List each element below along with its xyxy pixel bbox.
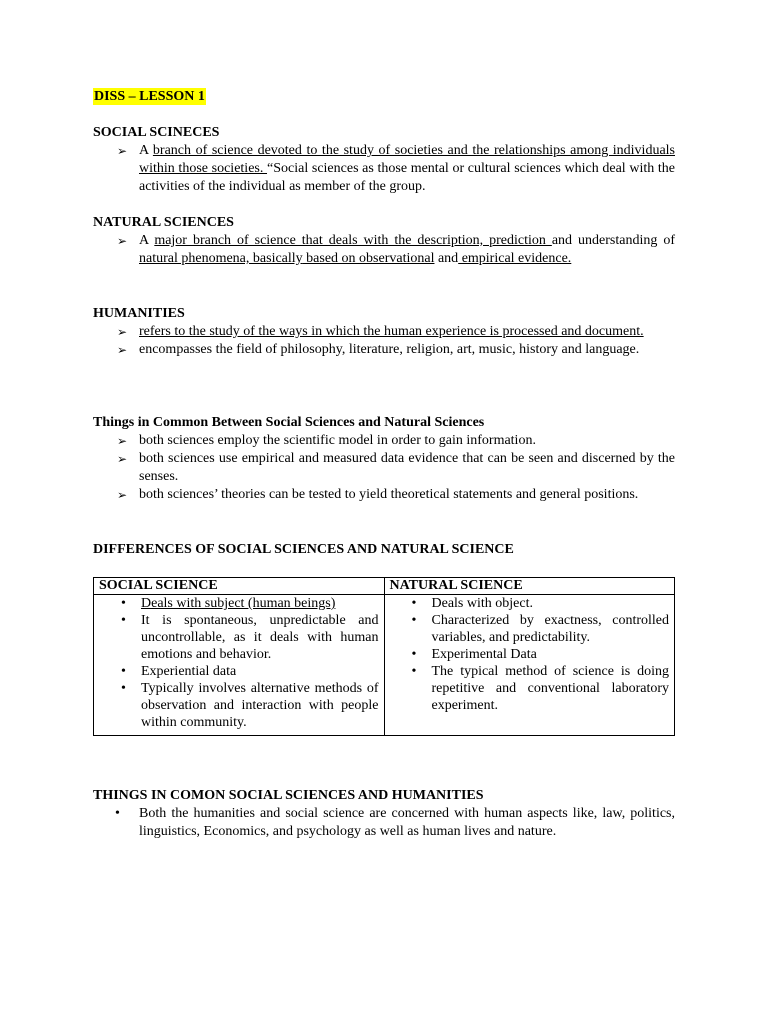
- arrow-bullet-icon: ➢: [117, 234, 128, 248]
- column-header-social-science: SOCIAL SCIENCE: [94, 578, 385, 595]
- list-item: [93, 232, 675, 268]
- list-item: [99, 595, 379, 612]
- list-item-text: Deals with object.: [431, 596, 533, 611]
- list-item: [93, 450, 675, 486]
- list-item: [93, 805, 675, 841]
- list-item-text: both sciences employ the scientific model in order to gain information.: [139, 433, 536, 448]
- natural-sciences-list: [93, 232, 675, 268]
- section-common-social-natural: [93, 414, 675, 504]
- bullet-icon: •: [411, 613, 417, 628]
- list-item: [390, 595, 670, 612]
- underlined-text: based on observational: [302, 251, 435, 266]
- common-social-humanities-list: [93, 805, 675, 841]
- table-header-row: [94, 578, 675, 595]
- heading-differences: DIFFERENCES OF SOCIAL SCIENCES AND NATURAL SCIENCE: [93, 542, 514, 557]
- heading-humanities: HUMANITIES: [93, 306, 185, 321]
- arrow-bullet-icon: ➢: [117, 325, 128, 339]
- arrow-bullet-icon: ➢: [117, 452, 128, 466]
- bullet-icon: •: [411, 664, 417, 679]
- text-fragment: A: [139, 233, 155, 248]
- section-social-sciences: [93, 124, 675, 196]
- list-item: [390, 612, 670, 646]
- list-item-text: encompasses the field of philosophy, literature, religion, art, music, history and language.: [139, 342, 640, 357]
- arrow-bullet-icon: ➢: [117, 434, 128, 448]
- list-item: [93, 323, 675, 341]
- bullet-icon: •: [121, 681, 126, 696]
- text-fragment: “Social sciences as those mental or cultural sciences which deal with the activities of the individual as member of the group.: [139, 161, 675, 194]
- list-item-text: Both the humanities and social science are concerned with human aspects like, law, politics, linguistics, Economics, and psychology as well as human lives and nature.: [139, 806, 675, 839]
- list-item-text: It is spontaneous, unpredictable and uncontrollable, as it deals with human emotions and behavior.: [141, 613, 379, 662]
- humanities-list: [93, 323, 675, 359]
- natural-science-list: [390, 595, 670, 718]
- underlined-text: empirical evidence.: [458, 251, 572, 266]
- heading-social-sciences: SOCIAL SCINECES: [93, 125, 220, 140]
- list-item: [390, 663, 670, 714]
- list-item: [99, 612, 379, 663]
- bullet-icon: •: [411, 596, 417, 611]
- list-item-text: Experiential data: [141, 664, 237, 679]
- social-sciences-list: [93, 142, 675, 196]
- arrow-bullet-icon: ➢: [117, 343, 128, 357]
- list-item: [99, 663, 379, 680]
- document-title: DISS – LESSON 1: [94, 89, 205, 104]
- list-item-text: The typical method of science is doing repetitive and conventional laboratory experiment.: [431, 664, 669, 713]
- section-differences: [93, 541, 675, 559]
- underlined-text: major branch of science that deals with the description, prediction: [154, 233, 552, 248]
- bullet-icon: •: [115, 806, 120, 821]
- bullet-icon: •: [411, 647, 417, 662]
- list-item-text: both sciences use empirical and measured data evidence that can be seen and discerned by the senses.: [139, 451, 675, 484]
- list-item: [93, 341, 675, 359]
- section-common-social-humanities: [93, 787, 675, 841]
- list-item-text: Experimental Data: [431, 647, 537, 662]
- table-row: [94, 595, 675, 736]
- underlined-text: branch of science devoted to the study of societies and the relationships among individuals within those societies.: [139, 143, 675, 176]
- text-fragment: A: [139, 143, 153, 158]
- differences-table: [93, 577, 675, 736]
- text-fragment: and: [434, 251, 459, 266]
- underlined-text: Deals with subject (human beings): [141, 596, 336, 611]
- bullet-icon: •: [121, 596, 126, 611]
- bullet-icon: •: [121, 664, 126, 679]
- social-science-list: [99, 595, 379, 735]
- section-humanities: [93, 305, 675, 359]
- common-social-natural-list: [93, 432, 675, 504]
- heading-common-social-humanities: THINGS IN COMON SOCIAL SCIENCES AND HUMANITIES: [93, 788, 484, 803]
- table-cell-social-science: [94, 595, 385, 736]
- underlined-text: refers to the study of the ways in which the human experience is processed and document.: [139, 324, 644, 339]
- section-natural-sciences: [93, 214, 675, 268]
- list-item-text: Characterized by exactness, controlled variables, and predictability.: [431, 613, 669, 645]
- list-item: [390, 646, 670, 663]
- list-item-text: both sciences’ theories can be tested to yield theoretical statements and general positions.: [139, 487, 639, 502]
- bullet-icon: •: [121, 613, 126, 628]
- underlined-text: natural phenomena, basically: [139, 251, 303, 266]
- list-item: [93, 142, 675, 196]
- list-item: [93, 486, 675, 504]
- list-item: [93, 432, 675, 450]
- column-header-natural-science: NATURAL SCIENCE: [384, 578, 675, 595]
- heading-natural-sciences: NATURAL SCIENCES: [93, 215, 234, 230]
- arrow-bullet-icon: ➢: [117, 144, 128, 158]
- arrow-bullet-icon: ➢: [117, 488, 128, 502]
- table-cell-natural-science: [384, 595, 675, 736]
- list-item: [99, 680, 379, 731]
- heading-common-social-natural: Things in Common Between Social Sciences and Natural Sciences: [93, 415, 485, 430]
- list-item-text: Typically involves alternative methods of observation and interaction with people within community.: [141, 681, 379, 730]
- text-fragment: and understanding of: [551, 233, 675, 248]
